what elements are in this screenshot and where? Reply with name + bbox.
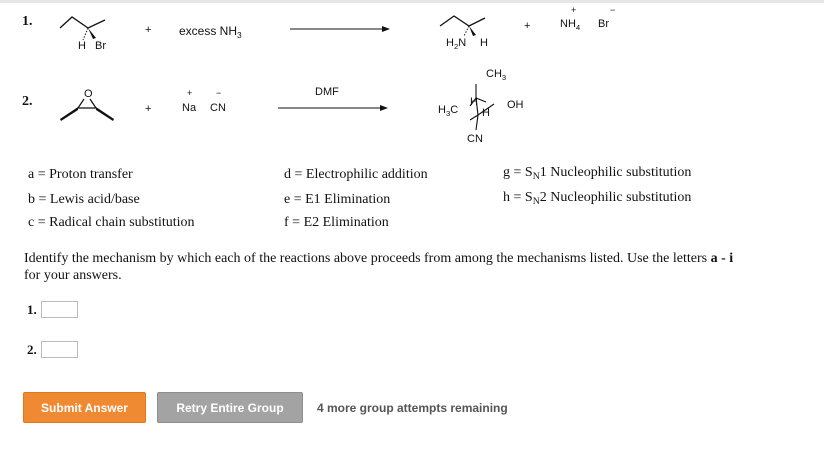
plus-sign: + (524, 20, 531, 32)
product-h2-label: H (482, 107, 490, 119)
sodium-ion: Na (182, 102, 197, 114)
product-h1-label: H (470, 96, 478, 108)
mechanism-c: c = Radical chain substitution (28, 215, 195, 230)
attempts-remaining-text: 4 more group attempts remaining (317, 401, 508, 415)
top-divider (0, 0, 824, 3)
product-h3c-label: $H_3C$ (438, 104, 459, 118)
reaction-1-number: 1. (22, 14, 33, 29)
product-h-label: H (480, 37, 488, 49)
submit-answer-button[interactable]: Submit Answer (23, 392, 146, 423)
reactant-2-bromobutane (60, 12, 140, 62)
sodium-charge: + (187, 88, 193, 98)
cyanide-charge: − (216, 88, 222, 98)
reaction-arrow-1 (290, 25, 390, 33)
reagent-excess-nh3: excess $NH_3$ (179, 24, 242, 40)
product-ch3-label: $CH_3$ (486, 68, 507, 82)
plus-sign: + (145, 24, 152, 36)
bromide-charge: − (610, 5, 616, 15)
retry-entire-group-button[interactable]: Retry Entire Group (157, 392, 303, 423)
mechanism-g: $g = S_N1$ Nucleophilic substitution (503, 165, 692, 182)
answer-1-label: 1. (27, 302, 37, 317)
solvent-dmf: DMF (315, 86, 339, 98)
bromide-ion: Br (598, 18, 609, 30)
reactant-br-label: Br (95, 40, 106, 52)
plus-sign: + (145, 103, 152, 115)
ammonium-charge: + (571, 5, 577, 15)
reactant-epoxide (56, 90, 136, 130)
mechanism-d: d = Electrophilic addition (284, 167, 428, 182)
reaction-arrow-2 (278, 104, 388, 112)
product-nh2-label: $H_2N$ (446, 37, 467, 51)
ammonium-ion: $NH_4$ (560, 18, 581, 32)
mechanism-a: a = Proton transfer (28, 167, 133, 182)
mechanism-f: f = E2 Elimination (284, 215, 389, 230)
mechanism-b: b = Lewis acid/base (28, 192, 140, 207)
answer-1-input[interactable] (41, 301, 78, 318)
epoxide-oxygen-label: O (84, 88, 93, 100)
product-cn-label: CN (467, 133, 483, 145)
product-oh-label: OH (507, 99, 524, 111)
question-prompt: Identify the mechanism by which each of the reactions above proceeds from among the mechanisms listed. Use the letters a - i for your answers. (24, 251, 734, 283)
reactant-h-label: H (78, 40, 86, 52)
answer-2-input[interactable] (41, 341, 78, 358)
reaction-2-number: 2. (22, 94, 33, 109)
mechanism-h: $h = S_N2$ Nucleophilic substitution (503, 190, 692, 207)
mechanism-e: e = E1 Elimination (284, 192, 391, 207)
cyanide-ion: CN (210, 102, 226, 114)
answer-2-label: 2. (27, 342, 37, 357)
